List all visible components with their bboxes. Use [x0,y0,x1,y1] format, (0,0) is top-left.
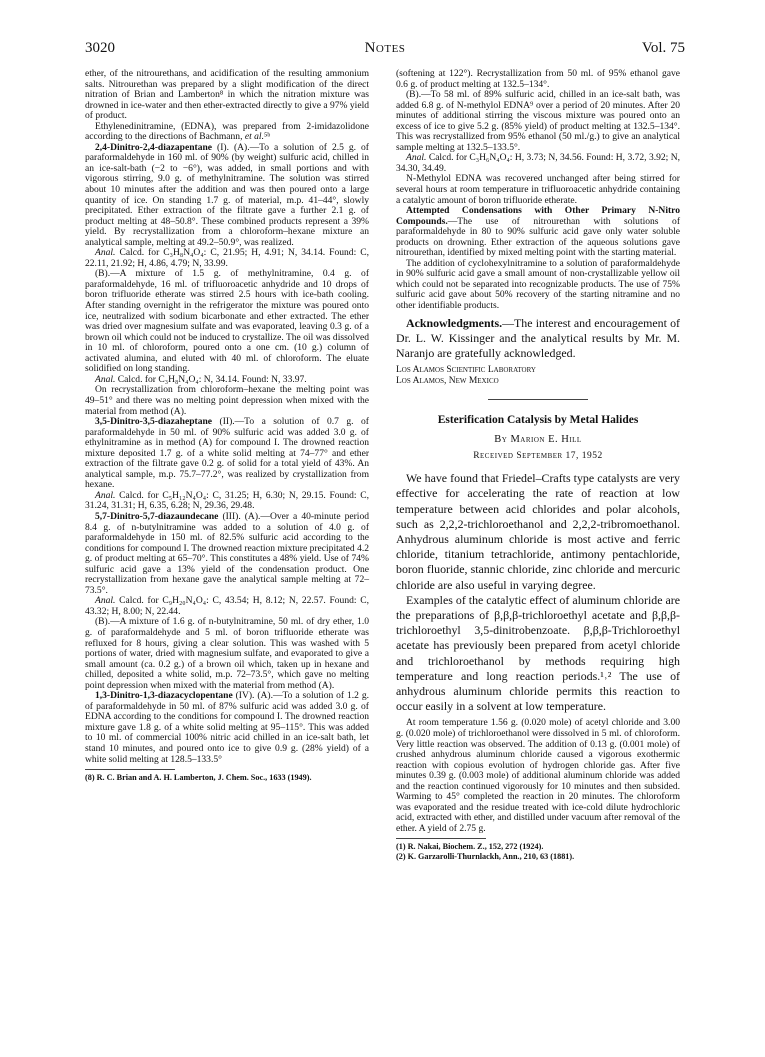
author-byline: By Marion E. Hill [494,434,582,446]
paragraph: We have found that Friedel–Crafts type catalysts are very effective for accelerating the rate of reaction at low temperature between acid chlorides and polar alcohols, such as 2,2,2-trichloroethanol and 2,2,2-tribromoethanol. Anhydrous aluminum chloride is most active and ferric chloride, titanium tetrachloride, antimony pentachloride, boron fluoride, stannic chloride, zinc chloride and mercuric chloride are also useful in varying degree. [396,471,680,592]
section-title: Notes [364,40,406,56]
affiliation-line: Los Alamos Scientific Laboratory [396,365,536,376]
paragraph: (B).—A mixture of 1.5 g. of methylnitramine, 0.4 g. of paraformaldehyde, 16 ml. of trifluoroacetic anhydride and 10 drops of boron trifluoride etherate was stirred 2.5 hours with ice-bath cooling. After standing overnight in the refrigerator the mixture was poured onto ice, neutralized with sodium bicarbonate and ether extracted. The ether was dried over magnesium sulfate and was evaporated, leaving 0.3 g. of a brown oil which could not be induced to crystallize. The oil was dissolved in 10 ml. of chloroform, poured onto a one cm. (10 g.) column of activated alumina, and eluted with 40 ml. of chloroform. The eluate solidified on long standing. [85,268,369,375]
paragraph: ether, of the nitrourethans, and acidification of the resulting ammonium salts. Nitrourethan was prepared by a slight modification of the direct nitration of Brian and Lamberton⁸ in which the nitration mixture was drowned in ice-water and then ether-extracted directly to give a 97% yield of product. [85,68,369,122]
italic-text: Anal. [95,489,116,501]
paragraph: (softening at 122°). Recrystallization from 50 ml. of 95% ethanol gave 0.6 g. of product melting at 132.5–134°. [396,68,680,90]
footnote: (2) K. Garzarolli-Thurnlackh, Ann., 210, 63 (1881). [396,852,575,862]
text: Calcd. for C₃H₈N₄O₄: N, 34.14. Found: N, 33.97. [115,373,307,385]
compound-heading: 5,7-Dinitro-5,7-diazaundecane [95,510,219,522]
paragraph: On recrystallization from chloroform–hexane the melting point was 49–51° and there was no melting point depression when mixed with the material from method (A). [85,384,369,417]
paragraph: The addition of cyclohexylnitramine to a solution of paraformaldehyde in 90% sulfuric acid gave a small amount of non-crystallizable yellow oil which could not be separated into recognizable products. The use of 75% sulfuric acid gave about 50% recovery of the starting nitramine and no other identifiable products. [396,257,680,312]
text: —The interest and encouragement of Dr. L. W. Kissinger and the analytical results by Mr. M. Naranjo are gratefully acknowledged. [396,315,680,360]
text: Calcd. for C₃H₆N₄O₄: H, 3.73; N, 34.56. Found: H, 3.72, 3.92; N, 34.30, 34.49. [396,152,680,174]
page-number: 3020 [85,40,115,56]
footnote: (1) R. Nakai, Biochem. Z., 152, 272 (1924). [396,842,544,852]
text: (III). (A).—Over a 40-minute period 8.4 g. of n-butylnitramine was added to a solution of 4.0 g. of paraformaldehyde in 150 ml. of 82.5% sulfuric acid according to the conditions for compound I. The drowned reaction mixture precipitated 4.2 g. of product melting at 65–70°. This constitutes a 48% yield. Use of 74% sulfuric acid gave a 13% yield of the condensation product. One recrystallization from hexane gave the analytical sample melting at 72–73.5°. [85,510,369,596]
received-date: Received September 17, 1952 [473,451,603,462]
compound-heading: 2,4-Dinitro-2,4-diazapentane [95,141,213,153]
paragraph [85,512,369,596]
running-header [85,40,685,60]
article-title: Esterification Catalysis by Metal Halides [437,414,639,427]
text: —The use of nitrourethan with solutions of paraformaldehyde in 80 to 90% sulfuric acid gave only water soluble products on drowning. Ether extraction of the aqueous solutions gave nitrourethan, identified by mixed melting point with the starting material. [396,215,680,259]
analysis-paragraph [85,491,369,512]
text: (IV). (A).—To a solution of 1.2 g. of paraformaldehyde in 50 ml. of 87% sulfuric acid was added 3.0 g. of EDNA according to the conditions for compound I. The drowned reaction mixture gave 1.8 g. of a white solid melting at 95–115°. This was added to 10 ml. of commercial 100% nitric acid chilled in an ice-salt bath, let stand 10 minutes, and poured onto ice to give 0.9 g. (28% yield) of a white solid melting at 128.5–133.5° [85,690,369,765]
paragraph [85,417,369,491]
analysis-paragraph [396,153,680,174]
paragraph: (B).—To 58 ml. of 89% sulfuric acid, chilled in an ice-salt bath, was added 6.8 g. of N-methylol EDNA⁹ over a period of 20 minutes. After 20 minutes of additional stirring the viscous mixture was poured onto an excess of ice to give 5.2 g. (85% yield) of product melting at 132.5–134°. This was recrystallized from 95% ethanol (50 ml./g.) to give an analytical sample melting at 132.5–133.5°. [396,89,680,153]
paragraph: Examples of the catalytic effect of aluminum chloride are the preparations of β,β,β-trichloroethyl acetate and β,β,β-trichloroethyl 3,5-dinitrobenzoate. β,β,β-Trichloroethyl acetate has previously been prepared from acetyl chloride and trichloroethanol by methods requiring high temperature and long reaction periods.¹˒² The use of anhydrous aluminum chloride permits this reaction to occur easily in a solvent at low temperature. [396,592,680,714]
text: (II).—To a solution of 0.7 g. of paraformaldehyde in 50 ml. of 90% sulfuric acid was added 3.0 g. of ethylnitramine as in method (A) for compound I. The drowned reaction mixture deposited 1.7 g. of a white solid melting at 74–77° and ether extraction of the filtrate gave 0.2 g. of solid for a total yield of 43%. An analytical sample, m.p. 75.7–77.2°, was realized by crystallization from hexane. [85,416,369,491]
italic-text: Anal. [406,152,427,164]
compound-heading: 3,5-Dinitro-3,5-diazaheptane [95,416,213,428]
footnote-divider [396,838,486,839]
paragraph [85,691,369,765]
paragraph: N-Methylol EDNA was recovered unchanged after being stirred for several hours at room temperature in trifluoroacetic anhydride containing a catalytic amount of boron trifluoride etherate. [396,173,680,206]
article-divider [488,399,588,400]
section-heading: Attempted Condensations with Other Primary N-Nitro Compounds. [396,205,680,227]
italic-text: Anal. [95,595,116,607]
footnote-divider [85,769,175,770]
text: Calcd. for C₃H₈N₄O₄: C, 21.95; H, 4.91; N, 34.14. Found: C, 22.11, 21.92; H, 4.86, 4.79; N, 33.99. [85,247,369,269]
paragraph [396,206,680,259]
text: Ethylenedinitramine, (EDNA), was prepared from 2-imidazolidone according to the directions of Bachmann, [85,120,369,143]
paragraph: (B).—A mixture of 1.6 g. of n-butylnitramine, 50 ml. of dry ether, 1.0 g. of paraformaldehyde and 5 ml. of boron trifluoride etherate was refluxed for 8 hours, giving a clear solution. This was washed with 5 portions of water, dried with magnesium sulfate, and evaporated to give a small amount (ca. 0.2 g.) of a brown oil which, taken up in hexane and chilled, deposited a white solid, m.p. 72–73.5°, which gave no melting point depression when mixed with the material from method (A). [85,616,369,691]
italic-text: et al. [244,131,264,143]
italic-text: Anal. [95,247,116,259]
footnote: (8) R. C. Brian and A. H. Lamberton, J. Chem. Soc., 1633 (1949). [85,773,312,783]
paragraph [85,143,369,248]
analysis-paragraph [85,596,369,617]
text: Calcd. for C₅H₁₂N₄O₄: C, 31.25; H, 6.30; N, 29.15. Found: C, 31.24, 31.31; H, 6.35, 6.28; N, 29.36, 29.48. [85,489,369,512]
experimental-paragraph: At room temperature 1.56 g. (0.020 mole) of acetyl chloride and 3.00 g. (0.020 mole) of trichloroethanol were dissolved in 5 ml. of chloroform. Very little reaction was observed. The addition of 0.13 g. (0.001 mole) of crushed anhydrous aluminum chloride caused a vigorous exothermic reaction with copious evolution of hydrogen chloride gas. After five minutes 0.39 g. (0.003 mole) of additional aluminum chloride was added and the reaction continued vigorously for 10 minutes and then subsided. Warming to 45° completed the reaction in 20 minutes. The chloroform was evaporated and the residue treated with ice-cold dilute hydrochloric acid, extracted with ether, and distilled under vacuum after removal of the ether. A yield of 2.75 g. [396,717,680,834]
analysis-paragraph [85,248,369,269]
acknowledgments-heading: Acknowledgments. [406,315,503,330]
italic-text: Anal. [95,373,116,385]
paragraph [85,122,369,143]
affiliation-line: Los Alamos, New Mexico [396,376,499,387]
text: Calcd. for C₉H₂₀N₄O₄: C, 43.54; H, 8.12; N, 22.57. Found: C, 43.32; H, 8.00; N, 22.44. [85,595,369,617]
text: (I). (A).—To a solution of 2.5 g. of paraformaldehyde in 160 ml. of 90% (by weight) sulfuric acid, chilled in an ice-salt-bath (−2 to −6°), was added, in small portions and with vigorous stirring, 9.0 g. of methylnitramine. The solution was stirred about 10 minutes after the addition and was then poured onto a large quantity of ice. On standing 1.7 g. of material, m.p. 41–44°, slowly precipitated. Ether extraction of the filtrate gave a further 2.1 g. of product melting at 48–50.8°. These combined products represent a 39% yield. By recrystallization from a chloroform–hexane mixture an analytical sample, melting at 49.2–50.9°, was realized. [85,141,369,248]
left-column [85,69,369,783]
acknowledgments [396,316,680,362]
superscript: ⁵ᵇ [263,131,271,143]
compound-heading: 1,3-Dinitro-1,3-diazacyclopentane [95,690,233,702]
volume-label: Vol. 75 [641,40,685,56]
right-column [396,69,680,862]
